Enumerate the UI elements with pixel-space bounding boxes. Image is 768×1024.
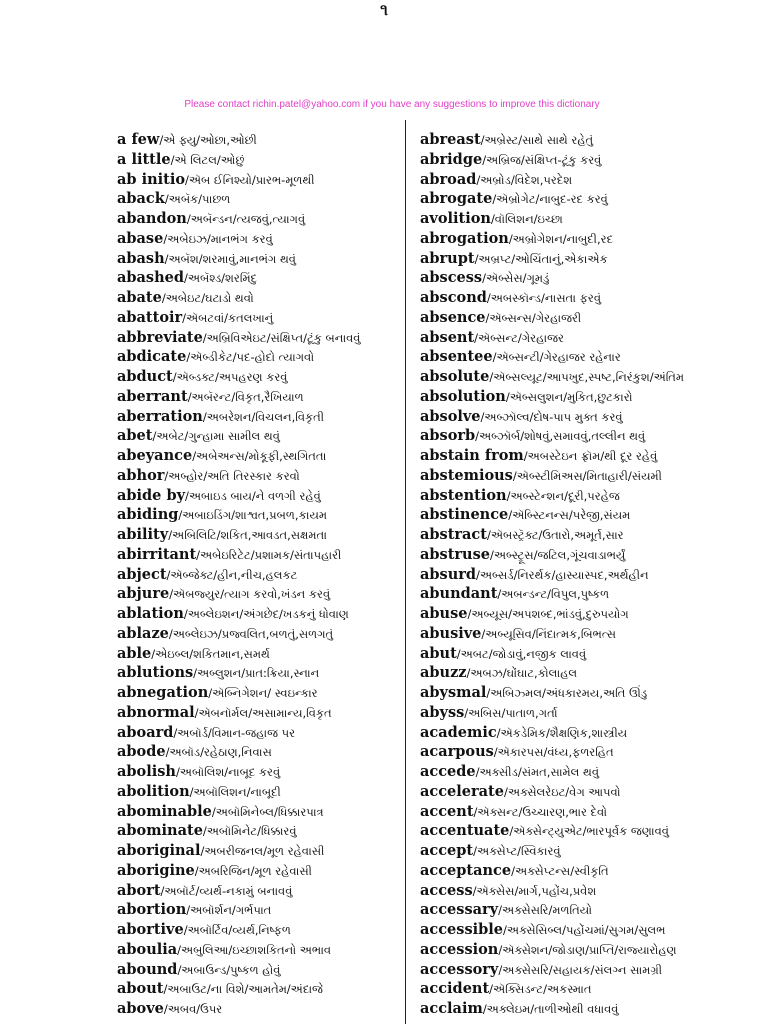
entry-headword: abridge	[420, 150, 483, 168]
dictionary-entry	[117, 584, 402, 604]
entry-headword: ablutions	[117, 664, 194, 682]
entry-headword: absent	[420, 328, 475, 346]
entry-definition: /અબૉર્ડ/વિમાન-જહાજ પર	[173, 725, 296, 740]
entry-headword: abut	[420, 644, 457, 662]
entry-definition: /અબ્રેસ્ટ/સાથે સાથે રહેતું	[480, 133, 594, 147]
entry-definition: /અક્સેસિબ્લ/પહોંચમાં/સુગમ/સુલભ	[503, 923, 666, 937]
entry-headword: absolve	[420, 407, 481, 425]
entry-definition: /ઍબ્સન્સ/ગેરહાજરી	[485, 310, 582, 325]
entry-definition: /અબરીજનલ/મૂળ રહેવાસી	[200, 844, 325, 858]
dictionary-entry	[117, 229, 402, 249]
dictionary-entry	[420, 170, 750, 190]
dictionary-entry	[420, 920, 750, 940]
entry-definition: /અબટ/જોડાવું,નજીક લાવવું	[456, 646, 587, 661]
entry-headword: abjure	[117, 585, 170, 603]
dictionary-entry	[420, 663, 750, 683]
entry-headword: absentee	[420, 348, 493, 366]
entry-definition: /એ લિટલ/ઓછું	[170, 152, 245, 167]
dictionary-entry	[117, 900, 402, 920]
entry-definition: /ઍબ્સેસ/ગૂમડું	[482, 271, 550, 286]
dictionary-entry	[420, 150, 750, 170]
entry-headword: abrogate	[420, 190, 493, 208]
entry-headword: ablation	[117, 605, 184, 622]
dictionary-entry	[117, 426, 402, 446]
entry-definition: /અબાઇડિંગ/શાશ્વત,પ્રબળ,કાયમ	[178, 508, 327, 523]
entry-definition: /અબાઉન્ડ/પુષ્કળ હોવું	[177, 962, 281, 977]
entry-definition: /અબૉર્ટ/વ્યર્થ-નકામું બનાવવું	[160, 883, 293, 898]
dictionary-entry	[117, 249, 402, 269]
entry-headword: abortion	[117, 901, 187, 919]
entry-headword: aboriginal	[117, 842, 201, 859]
dictionary-entry	[420, 584, 750, 604]
entry-definition: /અબિઝ્મલ/અંધકારમય,અતિ ઊંડુ	[486, 686, 648, 700]
entry-headword: abuse	[420, 605, 468, 622]
entry-headword: absurd	[420, 565, 477, 583]
entry-headword: abolition	[117, 782, 190, 800]
dictionary-entry	[117, 723, 402, 743]
dictionary-entry	[420, 821, 750, 841]
dictionary-entry	[420, 545, 750, 565]
entry-definition: /અબ્રિવિએઇટ/સંક્ષિપ્ત/ટૂંકુ બનાવવું	[202, 330, 361, 345]
dictionary-entry	[117, 999, 402, 1019]
entry-definition: /અક્સેલરેઇટ/વેગ આપવો	[503, 784, 621, 799]
dictionary-entry	[420, 525, 750, 545]
entry-headword: acclaim	[420, 1000, 483, 1017]
entry-definition: /અબ્યૂસ/અપશબ્દ,ભાંડવું,દુરુપયોગ	[467, 607, 629, 621]
entry-definition: /ઍકડેમિક/શૈક્ષણિક,શાસ્ત્રીય	[496, 725, 628, 740]
entry-definition: /ઍબ્સ્ટીમિઅસ/મિતાહારી/સંયમી	[512, 468, 662, 483]
dictionary-entry	[420, 387, 750, 407]
entry-headword: abolish	[117, 763, 176, 780]
entry-definition: /ઍબટવાં/કતલખાનું	[182, 310, 274, 325]
entry-definition: /ઍકારપસ/વંધ્ય,ફળરહિત	[493, 745, 614, 760]
entry-definition: /ઍબ્સ્ટિનન્સ/પરેજી,સંયમ	[508, 508, 631, 523]
entry-definition: /અક્સેપ્ટન્સ/સ્વીકૃતિ	[511, 863, 609, 878]
dictionary-entry	[420, 249, 750, 269]
entry-headword: accelerate	[420, 782, 504, 800]
entry-headword: absolute	[420, 368, 490, 385]
entry-definition: /અબ્હોર/અતિ તિરસ્કાર કરવો	[164, 468, 300, 483]
entry-definition: /અબ્સર્ડ/નિરર્થક/હાસ્યાસ્પદ,અર્થહીન	[476, 567, 649, 582]
dictionary-entry	[117, 268, 402, 288]
dictionary-entry	[117, 979, 402, 999]
entry-headword: a few	[117, 131, 160, 148]
entry-definition: /અબુલિઆ/ઇચ્છાશકિતનો અભાવ	[177, 942, 332, 957]
dictionary-entry	[420, 505, 750, 525]
dictionary-entry	[117, 960, 402, 980]
dictionary-entry	[117, 802, 402, 822]
dictionary-entry	[420, 229, 750, 249]
entry-headword: abiding	[117, 506, 179, 524]
entry-definition: /અબૅક/પાછળ	[164, 192, 231, 207]
entry-headword: abscess	[420, 269, 483, 287]
entry-definition: /અબૉડ/રહેઠાણ,નિવાસ	[165, 745, 272, 760]
dictionary-entry	[117, 624, 402, 644]
dictionary-entry	[117, 565, 402, 585]
entry-definition: /અબૉમિનેટ/ધિક્કારવું	[202, 824, 297, 839]
entry-headword: abort	[117, 881, 161, 899]
entry-headword: aberrant	[117, 387, 188, 405]
dictionary-entry	[420, 268, 750, 288]
entry-definition: /અબ્યૂસિવ/નિંદાત્મક,બિભત્સ	[481, 626, 616, 641]
entry-definition: /અબ્રોગેશન/નાબુદી,રદ	[508, 231, 613, 246]
entry-headword: above	[117, 1000, 164, 1017]
entry-headword: abominable	[117, 802, 212, 820]
entry-headword: abeyance	[117, 447, 193, 464]
entry-definition: /અબૅન્ડન/ત્યજવું,ત્યાગવું	[186, 212, 306, 226]
entry-headword: abandon	[117, 210, 187, 227]
dictionary-entry	[420, 347, 750, 367]
entry-headword: ability	[117, 526, 169, 543]
entry-headword: aberration	[117, 407, 203, 425]
dictionary-entry	[117, 328, 402, 348]
entry-headword: able	[117, 644, 152, 662]
dictionary-entry	[117, 367, 402, 387]
entry-headword: acarpous	[420, 743, 494, 761]
entry-definition: /અબઝ/ઘોંઘાટ,કોલાહલ	[466, 666, 578, 681]
entry-headword: ablaze	[117, 624, 169, 642]
column-divider	[405, 120, 406, 1024]
entry-headword: absorb	[420, 427, 476, 445]
entry-definition: /અબ્રિજ/સંક્ષિપ્ત-ટૂંકુ કરવું	[482, 152, 602, 167]
entry-headword: abbreviate	[117, 328, 203, 346]
entry-definition: /ઍક્સેન્ટ્યુએટ/ભારપૂર્વક જણાવવું	[509, 824, 669, 839]
entry-definition: /અબૉમિનેબ્લ/ધિક્કારપાત્ર	[211, 804, 324, 819]
dictionary-entry	[117, 782, 402, 802]
dictionary-entry	[117, 545, 402, 565]
dictionary-entry	[117, 505, 402, 525]
entry-headword: abstinence	[420, 506, 509, 524]
entry-definition: /અબ્લુશન/પ્રાત:ક્રિયા,સ્નાન	[193, 666, 320, 681]
dictionary-entry	[420, 940, 750, 960]
entry-definition: /અબરેશન/વિચલન,વિકૃતી	[202, 409, 325, 424]
dictionary-entry	[420, 999, 750, 1019]
entry-definition: /અબાઇડ બાય/ને વળગી રહેવું	[185, 488, 321, 503]
dictionary-entry	[420, 308, 750, 328]
dictionary-entry	[420, 979, 750, 999]
dictionary-entry	[117, 387, 402, 407]
dictionary-entry	[117, 170, 402, 190]
dictionary-entry	[420, 407, 750, 427]
entry-definition: /ઍબસ્ટ્રૅક્ટ/ઉતારો,અમૂર્ત,સાર	[486, 528, 624, 542]
entry-headword: abstention	[420, 486, 507, 504]
entry-headword: abstemious	[420, 466, 513, 484]
entry-headword: abode	[117, 743, 166, 761]
dictionary-entry	[420, 742, 750, 762]
entry-definition: /વૉલિશન/ઇચ્છા	[490, 212, 563, 226]
entry-definition: /ઍક્સન્ટ/ઉચ્ચારણ,ભાર દેવો	[473, 804, 608, 819]
entry-headword: abattoir	[117, 308, 183, 326]
dictionary-entry	[117, 209, 402, 229]
entry-headword: aback	[117, 190, 165, 208]
dictionary-entry	[420, 288, 750, 308]
dictionary-entry	[420, 861, 750, 881]
entry-headword: abnegation	[117, 684, 209, 701]
entry-definition: /અબ્રપ્ટ/ઓચિંતાનું,એકાએક	[474, 251, 608, 266]
entry-definition: /ઍબ્રોગેટ/નાબુદ-રદ કરવું	[492, 192, 608, 207]
entry-headword: abstain from	[420, 447, 524, 464]
dictionary-entry	[420, 881, 750, 901]
entry-definition: /ઍબ્નિગેશન/ સ્વઇન્કાર	[208, 686, 318, 700]
entry-definition: /ઍબ્ડીકેટ/પદ-હોદો ત્યાગવો	[186, 350, 315, 365]
dictionary-entry	[117, 308, 402, 328]
dictionary-entry	[420, 624, 750, 644]
entry-definition: /અબૅશ/શરમાવું,માનભંગ થવું	[164, 251, 296, 266]
entry-definition: /અબૉલિશ/નાબૂદ કરવું	[175, 765, 281, 779]
entry-definition: /એઇબ્લ/શકિતમાન,સમર્થ	[151, 646, 270, 661]
entry-definition: /ઍબ્સલુશન/મુકિત,છુટકારો	[505, 389, 633, 404]
entry-headword: absolution	[420, 387, 506, 405]
entry-headword: abuzz	[420, 664, 467, 682]
entry-definition: /અબેટ/ગુન્હામા સામીલ થવું	[152, 429, 280, 444]
entry-definition: /ઍબ્જેક્ટ/હીન,નીચ,હલકટ	[166, 567, 298, 582]
dictionary-entry	[117, 881, 402, 901]
entry-headword: accent	[420, 802, 474, 820]
dictionary-entry	[117, 407, 402, 427]
page-number: ૧	[380, 0, 388, 19]
entry-definition: /અબૉલિશન/નાબૂદી	[189, 784, 281, 799]
dictionary-entry	[420, 486, 750, 506]
dictionary-entry	[117, 703, 402, 723]
entry-headword: avolition	[420, 210, 491, 227]
dictionary-entry	[117, 841, 402, 861]
entry-headword: abrupt	[420, 249, 475, 267]
dictionary-entry	[117, 742, 402, 762]
dictionary-entry	[420, 802, 750, 822]
dictionary-entry	[420, 328, 750, 348]
entry-headword: ab initio	[117, 170, 186, 188]
dictionary-entry	[420, 723, 750, 743]
dictionary-entry	[420, 367, 750, 387]
entry-headword: abase	[117, 229, 164, 247]
entry-definition: /ઍબ્સન્ટ/ગેરહાજર	[474, 330, 564, 345]
entry-definition: /ઍબ્સન્ટી/ગેરહાજર રહેનાર	[492, 350, 621, 365]
entry-headword: access	[420, 881, 473, 899]
entry-headword: accident	[420, 980, 490, 998]
entry-headword: abound	[117, 960, 178, 978]
entry-definition: /અબ્રોડ/વિદેશ,પરદેશ	[476, 172, 573, 187]
entry-definition: /અબન્ડન્ટ/વિપુલ,પુષ્કળ	[497, 587, 610, 602]
entry-headword: accession	[420, 940, 499, 958]
dictionary-entry	[117, 466, 402, 486]
dictionary-entry	[117, 920, 402, 940]
entry-definition: /અબવ/ઉપર	[163, 1002, 223, 1016]
entry-definition: /અબેઇઝ/માનભંગ કરવું	[163, 231, 273, 246]
entry-definition: /અબૉર્ટિવ/વ્યર્થ,નિષ્ફળ	[183, 923, 291, 937]
entry-headword: a little	[117, 150, 171, 168]
entry-headword: abusive	[420, 624, 482, 642]
dictionary-entry	[420, 644, 750, 664]
entry-definition: /અબૅશ્ડ/શરમિંદુ	[184, 271, 257, 286]
dictionary-entry	[117, 940, 402, 960]
entry-headword: accept	[420, 842, 474, 859]
dictionary-entry	[420, 130, 750, 150]
entry-definition: /અક્સેસરિ/સહાયક/સંલગ્ન સામગ્રી	[498, 962, 663, 977]
entry-headword: aboulia	[117, 940, 178, 958]
dictionary-entry	[420, 841, 750, 861]
entry-definition: /અબરિજિન/મૂળ રહેવાસી	[194, 863, 312, 878]
dictionary-entry	[117, 446, 402, 466]
dictionary-entry	[117, 762, 402, 782]
entry-headword: abysmal	[420, 684, 487, 701]
entry-definition: /અબૉર્શન/ગર્ભપાત	[186, 903, 272, 918]
entry-headword: accessible	[420, 921, 503, 938]
entry-headword: abdicate	[117, 348, 187, 366]
entry-headword: abortive	[117, 921, 184, 938]
entry-headword: accessory	[420, 960, 499, 978]
entry-definition: /અબૅરન્ટ/વિકૃત,રૈખિયાળ	[187, 389, 304, 404]
dictionary-entry	[420, 900, 750, 920]
dictionary-entry	[117, 644, 402, 664]
entry-headword: abscond	[420, 289, 487, 306]
dictionary-entry	[117, 150, 402, 170]
entry-headword: abyss	[420, 703, 465, 721]
entry-definition: /ઍક્સિડન્ટ/અકસ્માત	[489, 982, 592, 997]
entry-headword: accessary	[420, 901, 499, 919]
entry-definition: /અક્સીડ/સંમત,સામેલ થવું	[475, 765, 599, 779]
entry-headword: academic	[420, 723, 497, 741]
entry-definition: /અબ્ઝૉલ્વ/દોષ-પાપ મુક્ત કરવું	[480, 409, 623, 424]
entry-headword: abrogation	[420, 229, 509, 247]
entry-definition: /ઍબ્સલ્યૂટ/આપખુદ,સ્પષ્ટ,નિરંકુશ/અંતિમ	[489, 370, 685, 384]
entry-headword: abominate	[117, 822, 203, 840]
entry-definition: /ઍબ્ડક્ટ/અપહરણ કરવું	[172, 370, 288, 384]
entry-headword: aborigine	[117, 861, 195, 879]
dictionary-entry	[420, 762, 750, 782]
left-column	[117, 130, 402, 1019]
entry-definition: /અબેઇટ/ઘટાડો થવો	[161, 291, 254, 305]
dictionary-entry	[420, 209, 750, 229]
entry-headword: abstruse	[420, 545, 490, 563]
dictionary-entry	[420, 604, 750, 624]
dictionary-entry	[420, 426, 750, 446]
entry-definition: /અબાઉટ/ના વિશે/આમતેમ/અંદાજે	[163, 982, 323, 997]
entry-definition: /અબ્લેઇશન/અંગછેદ/ખડકનું ધોવાણ	[183, 607, 349, 621]
entry-definition: /ઍક્સેશન/જોડાણ/પ્રાપ્તિ/રાજ્યારોહણ	[498, 942, 677, 957]
entry-headword: absence	[420, 308, 486, 326]
dictionary-entry	[117, 486, 402, 506]
dictionary-entry	[420, 446, 750, 466]
entry-headword: abashed	[117, 269, 184, 287]
entry-headword: abhor	[117, 466, 165, 484]
dictionary-entry	[117, 130, 402, 150]
dictionary-entry	[420, 703, 750, 723]
contact-notice: Please contact richin.patel@yahoo.com if you have any suggestions to improve this dictionary	[184, 99, 600, 110]
entry-definition: /અબસ્કૉન્ડ/નાસતા ફરવું	[486, 291, 601, 305]
entry-headword: abject	[117, 565, 167, 583]
dictionary-entry	[117, 288, 402, 308]
dictionary-entry	[420, 189, 750, 209]
entry-definition: /અબ્સ્ટ્રૂસ/જટિલ,ગૂંચવાડાભર્યું	[489, 547, 626, 562]
entry-headword: acceptance	[420, 861, 512, 879]
dictionary-entry	[117, 821, 402, 841]
entry-headword: about	[117, 980, 164, 998]
dictionary-entry	[420, 466, 750, 486]
entry-headword: abate	[117, 289, 162, 306]
entry-definition: /ઍબ ઈનિશ્યો/પ્રારભ-મૂળથી	[185, 172, 315, 187]
entry-headword: abet	[117, 427, 153, 445]
entry-headword: abash	[117, 249, 165, 267]
dictionary-entry	[117, 861, 402, 881]
entry-definition: /ઍક્સેસ/માર્ગ,પહોંચ,પ્રવેશ	[472, 883, 597, 898]
entry-headword: abduct	[117, 368, 173, 385]
dictionary-entry	[420, 565, 750, 585]
entry-definition: /ઍબનૉર્મલ/અસામાન્ય,વિકૃત	[194, 705, 332, 720]
entry-headword: accede	[420, 763, 476, 780]
entry-definition: /અક્સેપ્ટ/સ્વિકારવું	[473, 844, 561, 858]
dictionary-entry	[117, 525, 402, 545]
entry-headword: abroad	[420, 170, 477, 188]
entry-headword: aboard	[117, 723, 174, 741]
dictionary-entry	[420, 782, 750, 802]
entry-definition: /અબ્સ્ટેન્શન/દૂરી,પરહેજ	[506, 488, 620, 503]
entry-headword: abnormal	[117, 703, 195, 721]
entry-definition: /અબિલિટિ/શકિત,આવડત,સક્ષમતા	[168, 528, 327, 542]
dictionary-entry	[420, 960, 750, 980]
entry-headword: abundant	[420, 585, 498, 603]
entry-definition: /અબિસ/પાતાળ,ગર્તા	[464, 705, 558, 720]
entry-definition: /ઍબજ્યુર/ત્યાગ કરવો,ખંડન કરવું	[169, 587, 331, 602]
entry-definition: /અક્લેઇમ/તાળીઓથી વધાવવું	[482, 1002, 619, 1016]
entry-definition: /અક્સેસરિ/મળતિયો	[498, 903, 592, 918]
dictionary-entry	[117, 347, 402, 367]
entry-definition: /અબેઇરિટેટ/પ્રશામક/સંતાપહારી	[196, 547, 342, 562]
entry-headword: abstract	[420, 526, 487, 543]
entry-headword: abide by	[117, 486, 186, 504]
entry-definition: /અબેઅન્સ/મોકૂફી,સ્થગિતતા	[192, 449, 327, 463]
entry-headword: abirritant	[117, 545, 197, 563]
right-column	[420, 130, 750, 1019]
dictionary-entry	[117, 683, 402, 703]
entry-headword: abreast	[420, 131, 481, 148]
dictionary-entry	[117, 189, 402, 209]
entry-definition: /અબ્લેઇઝ/પ્રજ્વલિત,બળતું,સળગતું	[168, 626, 334, 641]
entry-definition: /એ ફ્યુ/ઓછા,ઓછી	[159, 133, 257, 147]
dictionary-entry	[117, 663, 402, 683]
entry-definition: /અબસ્ટેઇન ફ્રૉમ/થી દૂર રહેવું	[523, 449, 658, 463]
dictionary-entry	[117, 604, 402, 624]
entry-headword: accentuate	[420, 822, 510, 840]
entry-definition: /અબ્ઝૉર્બ/શોષવું,સમાવવું,તલ્લીન થવું	[475, 429, 646, 444]
dictionary-entry	[420, 683, 750, 703]
